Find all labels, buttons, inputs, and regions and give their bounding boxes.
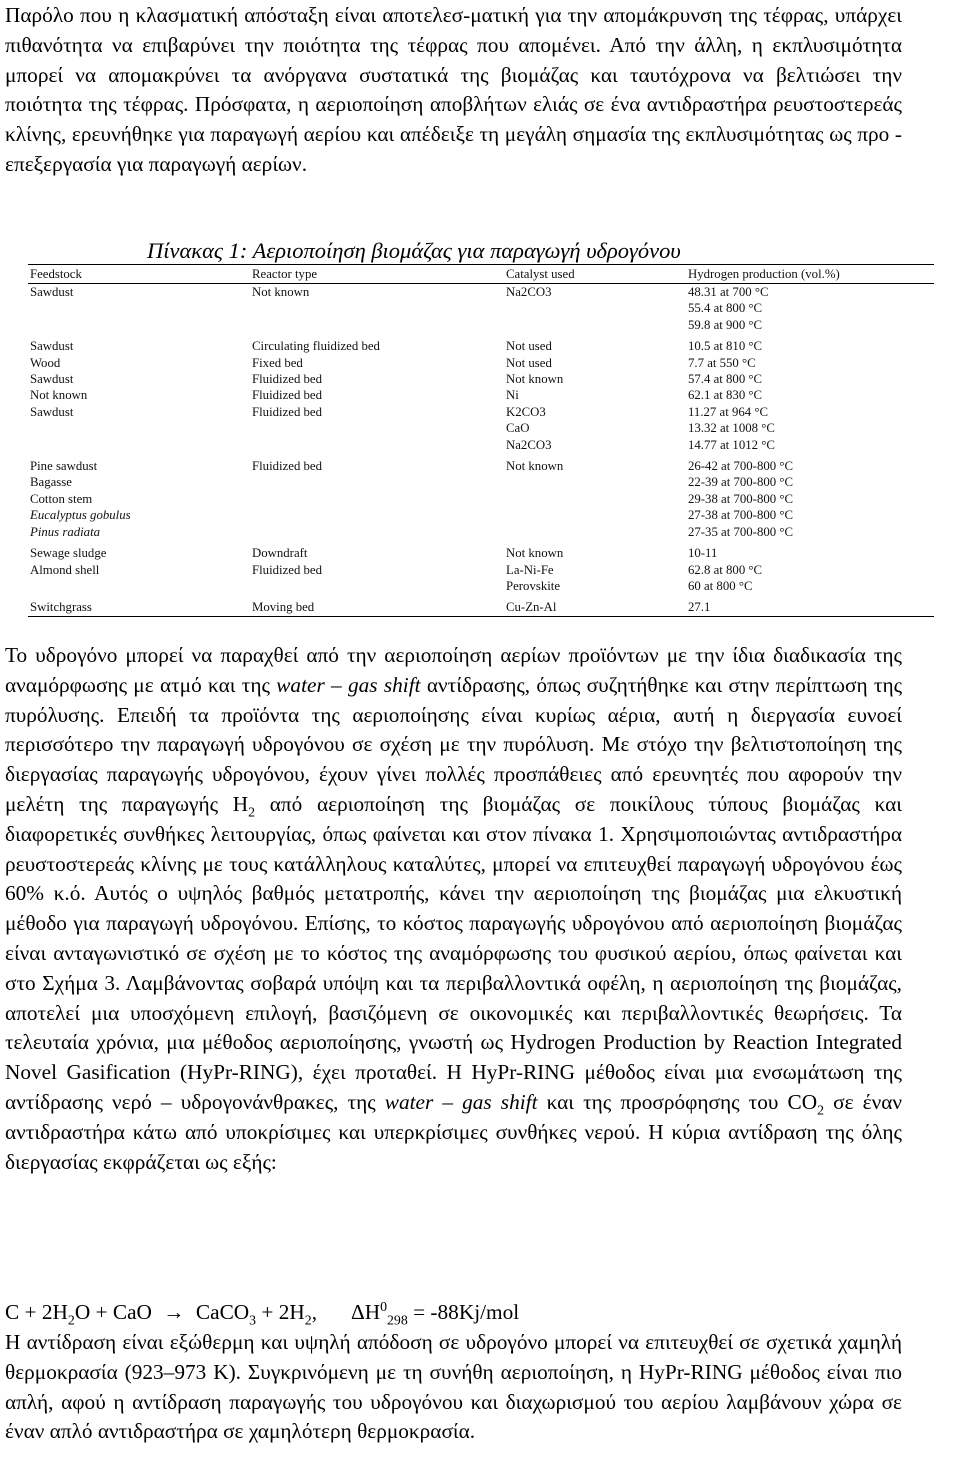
cell-hydrogen-production: 62.8 at 800 °C <box>688 562 763 577</box>
table-row <box>28 437 934 453</box>
cell-feedstock: Not known <box>30 388 88 403</box>
cell-feedstock: Pinus radiata <box>30 524 101 539</box>
cell-reactor-type <box>250 491 504 507</box>
table-row <box>28 562 934 578</box>
cell-reactor-type: Fluidized bed <box>252 562 323 577</box>
table-row <box>28 491 934 507</box>
table-row <box>28 300 934 316</box>
cell-reactor-type: Fluidized bed <box>252 372 323 387</box>
cell-reactor-type: Not known <box>252 285 310 299</box>
paragraph-intro: Παρόλο που η κλασματική απόσταξη είναι αποτελεσ-ματική για την απομάκρυνση της τέφρας, υπάρχει πιθανότητα να επιβαρύνει την ποιότητα της τέφρας που απομένει. Από την άλλη, η εκπλυσιμότητα μπορεί να απομακρύνει τα ανόργανα συστατικά της βιομάζας και ταυτόχρονα να βελτιώσει την ποιότητα της τέφρας. Πρόσφατα, η αεριοποίηση αποβλήτων ελιάς σε ένα αντιδραστήρα ρευστοστερεάς κλίνης, ερευνήθηκε για παραγωγή αερίου και απέδειξε τη μεγάλη σημασία της εκπλυσιμότητας ως προ - επεξεργασία για παραγωγή αερίων. <box>5 3 902 176</box>
cell-hydrogen-production: 10-11 <box>688 546 718 561</box>
eq-lhs-b: O + CaO <box>74 1300 152 1324</box>
table-row <box>28 371 934 387</box>
eq-enthalpy: ΔH <box>351 1300 381 1324</box>
cell-reactor-type <box>250 300 504 316</box>
table-row <box>28 545 934 561</box>
header-hydrogen-production: Hydrogen production (vol.%) <box>686 265 934 284</box>
cell-catalyst: Na2CO3 <box>506 285 552 299</box>
cell-catalyst <box>504 507 686 523</box>
eq-rhs-c: , <box>311 1300 318 1324</box>
table-row <box>28 355 934 371</box>
paragraph-conclusion: Η αντίδραση είναι εξώθερμη και υψηλή απόδοση σε υδρογόνο μπορεί να επιτευχθεί σε σχετικά χαμηλή θερμοκρασία (923–973 K). Συγκρινόμενη με τη συνήθη αεριοποίηση, η HyPr-RING μέθοδος είναι πιο απλή, αφού η αντίδραση παραγωγής του υδρογόνου και διαχωρισμού του αερίου λαμβάνουν χώρα σε έναν απλό αντιδραστήρα σε χαμηλότερη θερμοκρασία. <box>5 1330 902 1444</box>
cell-hydrogen-production: 7.7 at 550 °C <box>688 355 756 370</box>
cell-feedstock: Wood <box>30 355 61 370</box>
reaction-equation <box>5 1298 519 1328</box>
eq-rhs-a-sub: 3 <box>249 1312 257 1328</box>
eq-lhs-a-sub: 2 <box>67 1312 75 1328</box>
cell-feedstock: Switchgrass <box>28 599 250 616</box>
cell-catalyst: CaO <box>506 421 530 436</box>
cell-reactor-type: Moving bed <box>250 599 504 616</box>
cell-catalyst: Perovskite <box>506 578 561 593</box>
cell-catalyst: Not used <box>506 355 552 370</box>
cell-reactor-type: Downdraft <box>252 546 308 561</box>
cell-hydrogen-production: 11.27 at 964 °C <box>688 404 768 419</box>
paragraph-main-part-4: και της προσρόφησης του CO <box>537 1089 818 1114</box>
cell-feedstock <box>28 437 250 453</box>
cell-catalyst <box>504 300 686 316</box>
table-row <box>28 599 934 616</box>
header-reactor-type: Reactor type <box>250 265 504 284</box>
eq-enthalpy-sub: 298 <box>387 1312 408 1328</box>
eq-rhs-b: + 2H <box>256 1300 305 1324</box>
header-catalyst: Catalyst used <box>504 265 686 284</box>
cell-reactor-type: Fluidized bed <box>252 404 323 419</box>
cell-feedstock: Cotton stem <box>30 491 93 506</box>
cell-feedstock: Pine sawdust <box>30 459 98 474</box>
table-row <box>28 474 934 490</box>
eq-rhs-b-sub: 2 <box>304 1312 312 1328</box>
cell-hydrogen-production: 62.1 at 830 °C <box>688 388 763 403</box>
cell-catalyst: La-Ni-Fe <box>506 562 554 577</box>
cell-hydrogen-production: 22-39 at 700-800 °C <box>688 475 793 490</box>
hydrogen-production-table <box>28 264 934 617</box>
cell-catalyst <box>504 474 686 490</box>
paragraph-main-part-3: από αεριοποίηση της βιομάζας σε ποικίλους τύπους βιομάζας και διαφορετικές συνθήκες λειτουργίας, όπως φαίνεται και στον πίνακα 1. Χρησιμοποιώντας αντιδραστήρα ρευστοστερεάς κλίνης με τους κατάλληλους καταλύτες, μπορεί να επιτευχθεί παραγωγή υδρογόνου έως 60% κ.ό. Αυτός ο υψηλός βαθμός μετατροπής, κάνει την αεριοποίηση της βιομάζας μια ελκυστική μέθοδο για παραγωγή υδρογόνου. Επίσης, το κόστος παραγωγής υδρογόνου από αεριοποίηση βιομάζας είναι ανταγωνιστικό σε σχέση με το κόστος της αναμόρφωσης του φυσικού αερίου, όπως φαίνεται και στο Σχήμα 3. Λαμβάνοντας σοβαρά υπόψη και τα περιβαλλοντικά οφέλη, η αεριοποίηση της βιομάζας, αποτελεί μια υποσχόμενη επιλογή, βασιζόμενη σε οικονομικές και περιβαλλοντικές θεωρήσεις. Τα τελευταία χρόνια, μια μέθοδος αεριοποίησης, γνωστή ως Hydrogen Production by Reaction Integrated Novel Gasification (HyPr-RING), έχει προταθεί. Η HyPr-RING μέθοδος είναι μια ενσωμάτωση της αντίδρασης νερό – υδρογονάνθρακες, της <box>5 791 902 1114</box>
cell-feedstock <box>28 317 250 333</box>
cell-catalyst: Not known <box>506 546 564 561</box>
cell-feedstock: Sawdust <box>30 404 74 419</box>
cell-hydrogen-production: 10.5 at 810 °C <box>688 339 763 354</box>
cell-reactor-type <box>250 507 504 523</box>
cell-feedstock: Sawdust <box>30 285 74 299</box>
cell-reactor-type: Fluidized bed <box>252 459 323 474</box>
paragraph-main-part-5: σε έναν αντιδραστήρα κάτω από υποκρίσιμες και υπερκρίσιμες συνθήκες νερού. Η κύρια αντίδραση της όλης διεργασίας εκφράζεται ως εξής: <box>5 1089 902 1174</box>
table-row <box>28 404 934 420</box>
cell-hydrogen-production: 29-38 at 700-800 °C <box>688 491 793 506</box>
paragraph-main <box>5 641 902 1177</box>
cell-catalyst: Not known <box>506 459 564 474</box>
cell-catalyst <box>504 317 686 333</box>
cell-hydrogen-production: 55.4 at 800 °C <box>688 301 763 316</box>
header-feedstock: Feedstock <box>28 265 250 284</box>
cell-reactor-type: Circulating fluidized bed <box>252 339 380 354</box>
cell-feedstock: Sawdust <box>30 372 74 387</box>
cell-hydrogen-production: 27-35 at 700-800 °C <box>688 524 793 539</box>
eq-enthalpy-value: = -88Kj/mol <box>407 1300 520 1324</box>
cell-catalyst: Not used <box>506 339 552 354</box>
cell-catalyst: Not known <box>506 372 564 387</box>
paragraph-main-part-2: αντίδρασης, όπως συζητήθηκε και στην περίπτωση της πυρόλυσης. Επειδή τα προϊόντα της αεριοποίησης είναι κυρίως αέρια, αυτή η διεργασία ευνοεί περισσότερο την παραγωγή υδρογόνου σε σχέση με την πυρόλυση. Με στόχο την βελτιστοποίηση της διεργασίας παραγωγής υδρογόνου, έχουν γίνει πολλές προσπάθειες από ερευνητές που αφορούν την μελέτη της παραγωγής Η <box>5 672 903 816</box>
table-row <box>28 338 934 354</box>
cell-catalyst: Cu-Zn-Al <box>504 599 686 616</box>
cell-catalyst <box>504 524 686 540</box>
cell-hydrogen-production: 13.32 at 1008 °C <box>688 421 775 436</box>
cell-reactor-type: Fixed bed <box>252 355 303 370</box>
reaction-arrow: → <box>163 1300 185 1324</box>
table-row <box>28 458 934 474</box>
cell-reactor-type <box>250 317 504 333</box>
water-gas-shift-term: water – gas shift <box>276 672 421 697</box>
cell-reactor-type <box>250 524 504 540</box>
table-row <box>28 420 934 436</box>
cell-feedstock <box>28 420 250 436</box>
cell-hydrogen-production: 27.1 <box>686 599 934 616</box>
cell-hydrogen-production: 59.8 at 900 °C <box>688 317 763 332</box>
cell-hydrogen-production: 57.4 at 800 °C <box>688 372 763 387</box>
table-row <box>28 317 934 333</box>
water-gas-shift-term-2: water – gas shift <box>384 1089 538 1114</box>
cell-feedstock <box>28 300 250 316</box>
cell-reactor-type <box>250 437 504 453</box>
cell-reactor-type: Fluidized bed <box>252 388 323 403</box>
eq-enthalpy-sup: 0 <box>380 1298 388 1314</box>
table-row <box>28 387 934 403</box>
cell-hydrogen-production: 48.31 at 700 °C <box>688 285 769 299</box>
table-caption: Πίνακας 1: Αεριοποίηση βιομάζας για παραγωγή υδρογόνου <box>147 238 681 263</box>
cell-feedstock: Sawdust <box>30 339 74 354</box>
co2-subscript: 2 <box>817 1102 825 1118</box>
table-row <box>28 284 934 301</box>
cell-reactor-type <box>250 578 504 594</box>
paragraph-main-part-1: Το υδρογόνο μπορεί να παραχθεί από την αεριοποίηση αερίων προϊόντων με την ίδια διαδικασία της αναμόρφωσης με ατμό και της <box>5 643 902 697</box>
hydrogen-production-table-figure <box>28 264 958 615</box>
cell-hydrogen-production: 27-38 at 700-800 °C <box>688 508 793 523</box>
cell-hydrogen-production: 26-42 at 700-800 °C <box>688 459 793 474</box>
table-row <box>28 507 934 523</box>
cell-catalyst <box>504 491 686 507</box>
cell-feedstock: Eucalyptus gobulus <box>30 508 131 523</box>
cell-catalyst: Ni <box>506 388 519 403</box>
cell-feedstock <box>28 578 250 594</box>
table-body <box>28 284 934 617</box>
cell-catalyst: K2CO3 <box>506 404 546 419</box>
cell-feedstock: Almond shell <box>30 562 100 577</box>
cell-reactor-type <box>250 474 504 490</box>
cell-hydrogen-production: 14.77 at 1012 °C <box>688 437 775 452</box>
cell-catalyst: Na2CO3 <box>506 437 552 452</box>
cell-reactor-type <box>250 420 504 436</box>
cell-hydrogen-production: 60 at 800 °C <box>688 578 753 593</box>
cell-feedstock: Bagasse <box>30 475 72 490</box>
table-row <box>28 524 934 540</box>
table-row <box>28 578 934 594</box>
table-header-row <box>28 265 934 284</box>
eq-lhs-a: C + 2H <box>5 1300 68 1324</box>
eq-rhs-a: CaCO <box>195 1300 250 1324</box>
cell-feedstock: Sewage sludge <box>30 546 107 561</box>
h2-subscript: 2 <box>248 804 256 820</box>
